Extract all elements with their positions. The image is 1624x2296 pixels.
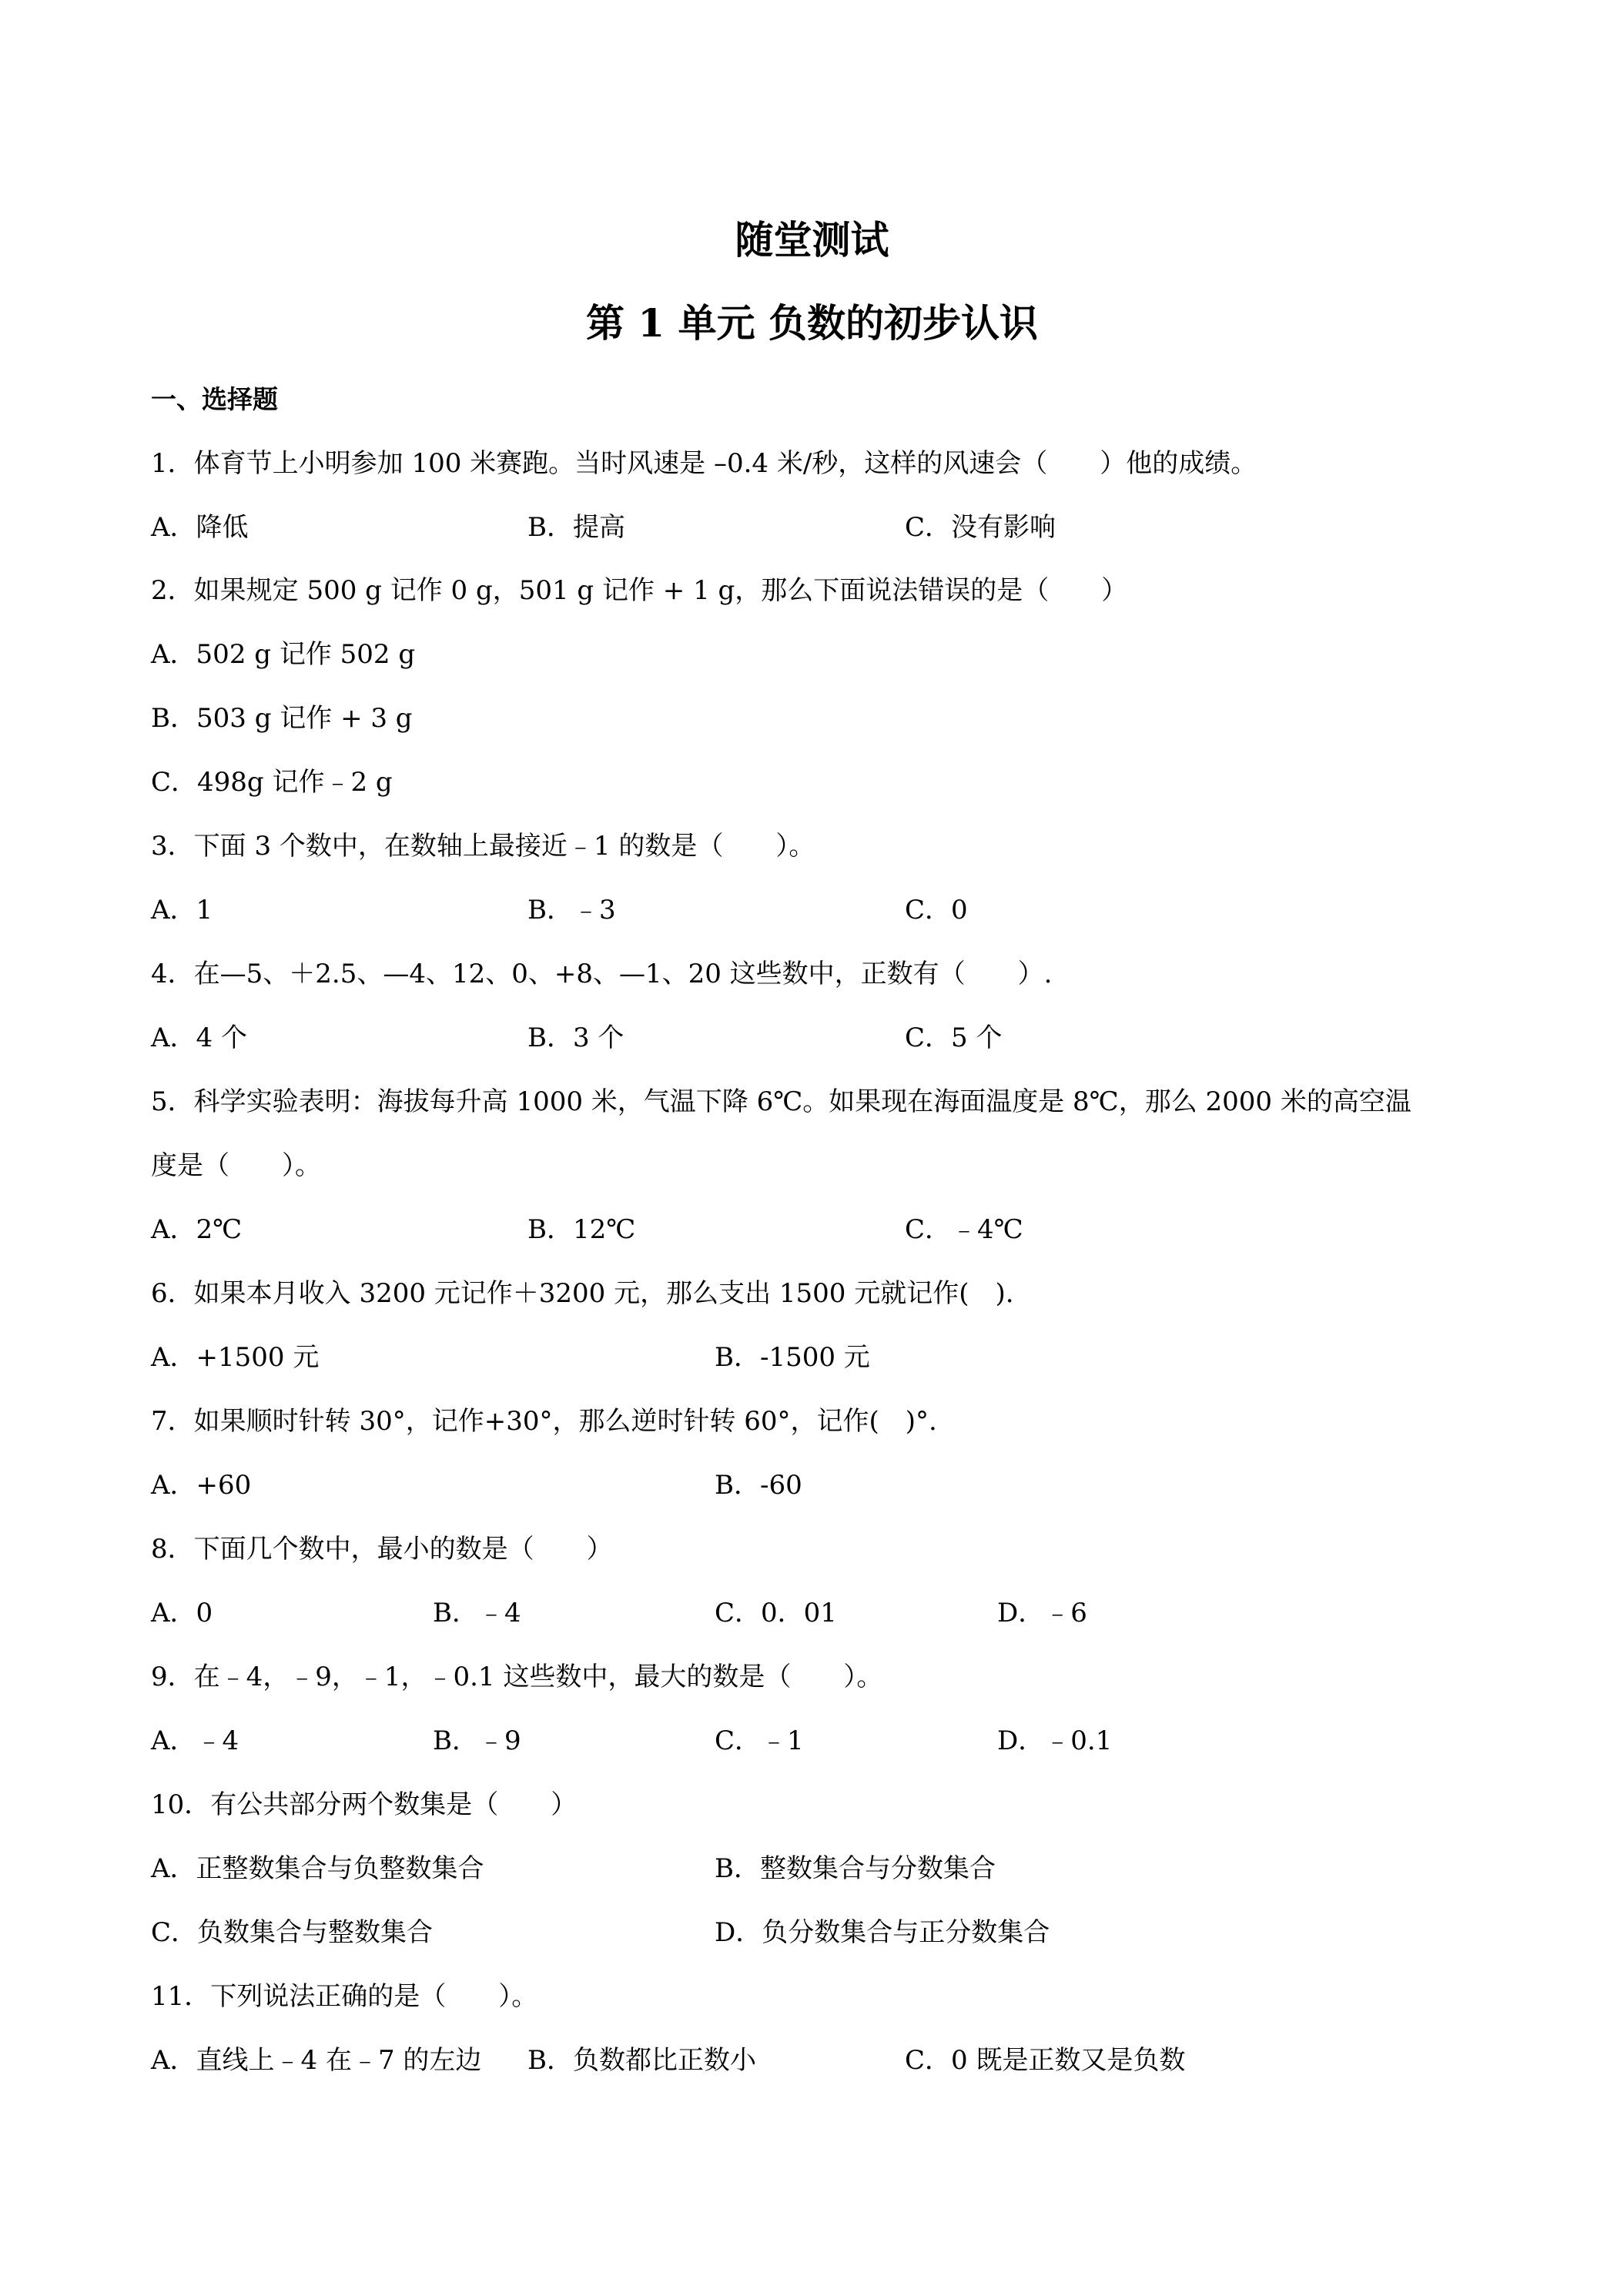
question-9: 9．在﹣4，﹣9，﹣1，﹣0.1 这些数中，最大的数是（ ）。 [151, 1662, 883, 1692]
question-2: 2．如果规定 500 g 记作 0 g，501 g 记作 + 1 g，那么下面说法错误的是（ ） [151, 575, 1128, 606]
q2-option-a: A．502 g 记作 502 g [151, 639, 416, 670]
q10-option-a: A．正整数集合与负整数集合 [151, 1853, 484, 1884]
q2-option-b: B．503 g 记作 + 3 g [151, 703, 413, 734]
q8-option-c: C．0．01 [715, 1598, 837, 1628]
q2-option-c: C．498g 记作﹣2 g [151, 767, 393, 798]
q7-option-a: A．+60 [151, 1470, 252, 1501]
q10-option-b: B．整数集合与分数集合 [715, 1853, 996, 1884]
question-5-continued: 度是（ ）。 [151, 1150, 321, 1181]
question-8: 8．下面几个数中，最小的数是（ ） [151, 1534, 613, 1565]
q9-option-c: C．﹣1 [715, 1725, 804, 1756]
q9-option-b: B．﹣9 [433, 1725, 521, 1756]
q6-option-a: A．+1500 元 [151, 1342, 320, 1373]
q1-option-b: B．提高 [527, 512, 625, 543]
question-10: 10．有公共部分两个数集是（ ） [151, 1789, 578, 1820]
q8-option-b: B．﹣4 [433, 1598, 521, 1628]
q1-option-c: C．没有影响 [905, 512, 1056, 543]
q11-option-c: C．0 既是正数又是负数 [905, 2045, 1186, 2076]
page-title: 随堂测试 [735, 217, 889, 263]
question-5: 5．科学实验表明：海拔每升高 1000 米，气温下降 6℃。如果现在海面温度是 8℃，那么 2000 米的高空温 [151, 1086, 1411, 1117]
question-6: 6．如果本月收入 3200 元记作＋3200 元，那么支出 1500 元就记作( ). [151, 1278, 1014, 1309]
q4-option-a: A．4 个 [151, 1022, 247, 1053]
q5-option-b: B．12℃ [527, 1214, 636, 1245]
question-11: 11．下列说法正确的是（ ）。 [151, 1981, 538, 2012]
q9-option-d: D．﹣0.1 [997, 1725, 1113, 1756]
unit-title: 第 1 单元 负数的初步认识 [585, 300, 1038, 346]
q10-option-c: C．负数集合与整数集合 [151, 1917, 434, 1948]
question-4: 4．在—5、＋2.5、—4、12、0、+8、—1、20 这些数中，正数有（ ）. [151, 959, 1053, 989]
q5-option-a: A．2℃ [151, 1214, 243, 1245]
q11-option-a: A．直线上﹣4 在﹣7 的左边 [151, 2045, 482, 2076]
q3-option-c: C．0 [905, 895, 968, 925]
question-3: 3．下面 3 个数中，在数轴上最接近﹣1 的数是（ ）。 [151, 831, 815, 862]
question-1: 1．体育节上小明参加 100 米赛跑。当时风速是 –0.4 米/秒，这样的风速会（ ）他的成绩。 [151, 448, 1257, 479]
section-heading: 一、选择题 [151, 384, 278, 414]
q4-option-c: C．5 个 [905, 1022, 1003, 1053]
q11-option-b: B．负数都比正数小 [527, 2045, 756, 2076]
q3-option-b: B．﹣3 [527, 895, 616, 925]
q4-option-b: B．3 个 [527, 1022, 624, 1053]
question-7: 7．如果顺时针转 30°，记作+30°，那么逆时针转 60°，记作( )°. [151, 1406, 937, 1437]
q3-option-a: A．1 [151, 895, 213, 925]
q10-option-d: D．负分数集合与正分数集合 [715, 1917, 1050, 1948]
q7-option-b: B．-60 [715, 1470, 802, 1501]
q8-option-d: D．﹣6 [997, 1598, 1087, 1628]
q9-option-a: A．﹣4 [151, 1725, 239, 1756]
q5-option-c: C．﹣4℃ [905, 1214, 1023, 1245]
q1-option-a: A．降低 [151, 512, 249, 543]
q8-option-a: A．0 [151, 1598, 213, 1628]
q6-option-b: B．-1500 元 [715, 1342, 870, 1373]
